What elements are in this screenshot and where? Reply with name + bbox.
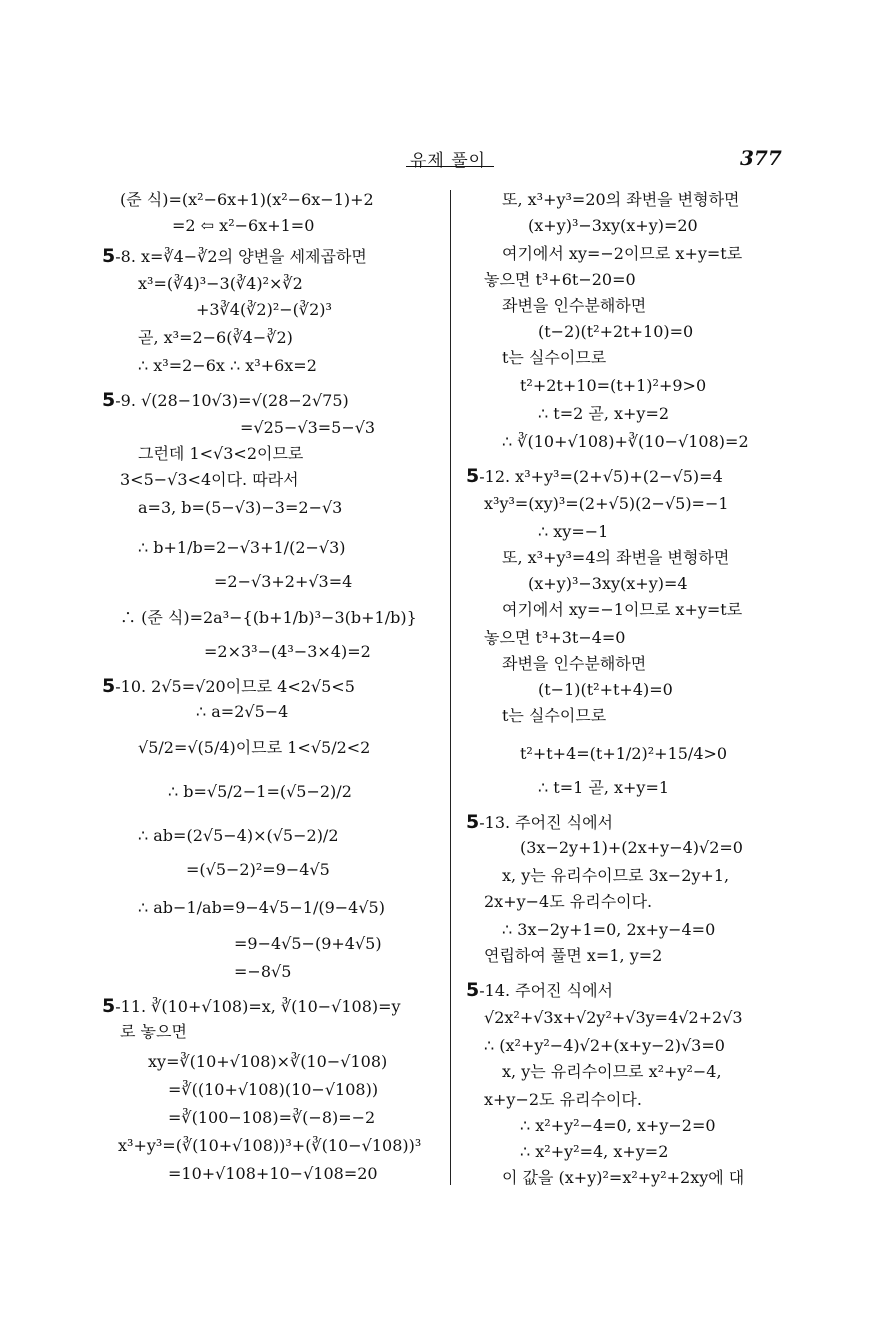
line-text: x, y는 유리수이므로 x²+y²−4, <box>502 1062 722 1081</box>
solution-line <box>520 1142 668 1162</box>
line-text: =∛((10+√108)(10−√108)) <box>168 1080 379 1099</box>
line-text: x+y−2도 유리수이다. <box>484 1090 642 1109</box>
line-text: -13. 주어진 식에서 <box>479 813 613 832</box>
solution-line <box>538 778 669 798</box>
solution-line <box>138 274 303 294</box>
line-text: ∴ (준 식)=2a³−{(b+1/b)³−3(b+1/b)} <box>120 608 417 627</box>
page-header-rule <box>406 166 494 167</box>
page-number: 377 <box>740 146 782 170</box>
line-text: -8. x=∛4−∛2의 양변을 세제곱하면 <box>115 247 367 266</box>
solution-line <box>138 328 293 348</box>
solution-line <box>502 1168 744 1188</box>
solution-line <box>502 1062 722 1082</box>
solution-line <box>484 1090 642 1110</box>
problem-chapter-number: 5 <box>466 465 480 487</box>
solution-line <box>138 444 303 464</box>
line-text: ∴ ab−1/ab=9−4√5−1/(9−4√5) <box>138 898 385 917</box>
solution-line <box>168 1164 378 1184</box>
line-text: 이 값을 (x+y)²=x²+y²+2xy에 대 <box>502 1168 745 1187</box>
solution-line <box>502 348 606 368</box>
line-text: 놓으면 t³+6t−20=0 <box>484 270 636 289</box>
line-text: 곧, x³=2−6(∛4−∛2) <box>138 328 293 347</box>
solution-line <box>120 608 417 628</box>
line-text: 2x+y−4도 유리수이다. <box>484 892 653 911</box>
solution-line <box>520 838 743 858</box>
line-text: x, y는 유리수이므로 3x−2y+1, <box>502 866 730 885</box>
solution-line <box>528 574 688 594</box>
line-text: =(√5−2)²=9−4√5 <box>186 860 330 879</box>
solution-line <box>234 934 382 954</box>
line-text: t는 실수이므로 <box>502 706 607 725</box>
solution-line <box>138 898 385 918</box>
solution-line <box>502 866 729 886</box>
solution-line <box>102 390 349 411</box>
solution-line <box>484 494 729 514</box>
line-text: ∴ b+1/b=2−√3+1/(2−√3) <box>138 538 346 557</box>
line-text: =2−√3+2+√3=4 <box>214 572 353 591</box>
line-text: ∴ a=2√5−4 <box>196 702 289 721</box>
solution-line <box>214 572 352 592</box>
solution-line <box>502 654 646 674</box>
solution-line <box>520 744 727 764</box>
line-text: 또, x³+y³=20의 좌변을 변형하면 <box>502 190 740 209</box>
solution-line <box>148 1052 387 1072</box>
line-text: =10+√108+10−√108=20 <box>168 1164 378 1183</box>
line-text: 3<5−√3<4이다. 따라서 <box>120 470 299 489</box>
solution-line <box>484 1036 725 1056</box>
line-text: =9−4√5−(9+4√5) <box>234 934 382 953</box>
line-text: ∴ xy=−1 <box>538 522 609 541</box>
line-text: 연립하여 풀면 x=1, y=2 <box>484 946 663 965</box>
solution-line <box>102 246 367 267</box>
problem-chapter-number: 5 <box>466 979 480 1001</box>
solution-line <box>484 1008 743 1028</box>
solution-line <box>502 548 729 568</box>
line-text: (x+y)³−3xy(x+y)=4 <box>528 574 688 593</box>
solution-line <box>186 860 330 880</box>
solution-line <box>466 980 613 1001</box>
line-text: 여기에서 xy=−1이므로 x+y=t로 <box>502 600 743 619</box>
line-text: =2 ⇦ x²−6x+1=0 <box>172 216 315 235</box>
line-text: ∴ ∛(10+√108)+∛(10−√108)=2 <box>502 432 749 451</box>
line-text: (준 식)=(x²−6x+1)(x²−6x−1)+2 <box>120 190 374 209</box>
line-text: =−8√5 <box>234 962 292 981</box>
line-text: x³+y³=(∛(10+√108))³+(∛(10−√108))³ <box>118 1136 422 1155</box>
solution-line <box>168 1108 375 1128</box>
solution-line <box>502 296 646 316</box>
column-divider <box>450 190 451 1185</box>
solution-line <box>538 522 608 542</box>
solution-line <box>538 680 673 700</box>
problem-chapter-number: 5 <box>466 811 480 833</box>
solution-line <box>240 418 375 438</box>
line-text: =√25−√3=5−√3 <box>240 418 376 437</box>
line-text: -14. 주어진 식에서 <box>479 981 613 1000</box>
solution-line <box>502 920 715 940</box>
solution-line <box>466 466 723 487</box>
solution-line <box>520 376 706 396</box>
line-text: ∴ b=√5/2−1=(√5−2)/2 <box>168 782 352 801</box>
line-text: (x+y)³−3xy(x+y)=20 <box>528 216 698 235</box>
solution-line <box>138 538 346 558</box>
solution-line <box>196 702 288 722</box>
solution-line <box>538 404 669 424</box>
line-text: a=3, b=(5−√3)−3=2−√3 <box>138 498 343 517</box>
line-text: =∛(100−108)=∛(−8)=−2 <box>168 1108 376 1127</box>
line-text: (3x−2y+1)+(2x+y−4)√2=0 <box>520 838 743 857</box>
line-text: 좌변을 인수분해하면 <box>502 654 647 673</box>
solution-line <box>484 270 636 290</box>
solution-line <box>120 190 374 210</box>
solution-line <box>138 356 317 376</box>
line-text: (t−2)(t²+2t+10)=0 <box>538 322 694 341</box>
solution-line <box>172 216 314 236</box>
problem-chapter-number: 5 <box>102 245 116 267</box>
line-text: (t−1)(t²+t+4)=0 <box>538 680 673 699</box>
line-text: t²+t+4=(t+1/2)²+15/4>0 <box>520 744 728 763</box>
problem-chapter-number: 5 <box>102 995 116 1017</box>
solution-line <box>138 738 370 758</box>
line-text: t²+2t+10=(t+1)²+9>0 <box>520 376 707 395</box>
line-text: -10. 2√5=√20이므로 4<2√5<5 <box>115 677 355 696</box>
solution-line <box>484 946 662 966</box>
solution-line <box>484 892 652 912</box>
page-header-title: 유제 풀이 <box>410 151 487 171</box>
solution-line <box>138 826 339 846</box>
solution-line <box>502 244 742 264</box>
solution-line <box>234 962 291 982</box>
problem-chapter-number: 5 <box>102 389 116 411</box>
line-text: ∴ x²+y²=4, x+y=2 <box>520 1142 669 1161</box>
solution-line <box>102 676 355 697</box>
solution-line <box>204 642 371 662</box>
solution-line <box>538 322 693 342</box>
solution-line <box>168 782 352 802</box>
solution-line <box>102 996 401 1017</box>
solution-line <box>466 812 613 833</box>
line-text: xy=∛(10+√108)×∛(10−√108) <box>148 1052 388 1071</box>
solution-line <box>196 300 332 320</box>
line-text: ∴ 3x−2y+1=0, 2x+y−4=0 <box>502 920 716 939</box>
solution-line <box>138 498 342 518</box>
solution-line <box>168 1080 378 1100</box>
solution-line <box>502 190 740 210</box>
line-text: ∴ t=2 곧, x+y=2 <box>538 404 670 423</box>
solution-line <box>120 1022 187 1042</box>
solution-line <box>484 628 626 648</box>
line-text: x³=(∛4)³−3(∛4)²×∛2 <box>138 274 303 293</box>
line-text: ∴ x³=2−6x ∴ x³+6x=2 <box>138 356 317 375</box>
solution-line <box>528 216 698 236</box>
line-text: √2x²+√3x+√2y²+√3y=4√2+2√3 <box>484 1008 743 1027</box>
solution-line <box>120 470 299 490</box>
line-text: -11. ∛(10+√108)=x, ∛(10−√108)=y <box>115 997 401 1016</box>
solution-line <box>502 600 742 620</box>
problem-chapter-number: 5 <box>102 675 116 697</box>
line-text: =2×3³−(4³−3×4)=2 <box>204 642 371 661</box>
line-text: 놓으면 t³+3t−4=0 <box>484 628 626 647</box>
solution-line <box>118 1136 421 1156</box>
line-text: x³y³=(xy)³=(2+√5)(2−√5)=−1 <box>484 494 729 513</box>
solution-line <box>502 432 749 452</box>
line-text: ∴ t=1 곧, x+y=1 <box>538 778 670 797</box>
line-text: √5/2=√(5/4)이므로 1<√5/2<2 <box>138 738 371 757</box>
line-text: 로 놓으면 <box>120 1022 187 1041</box>
line-text: -12. x³+y³=(2+√5)+(2−√5)=4 <box>479 467 723 486</box>
line-text: -9. √(28−10√3)=√(28−2√75) <box>115 391 349 410</box>
line-text: ∴ (x²+y²−4)√2+(x+y−2)√3=0 <box>484 1036 725 1055</box>
line-text: t는 실수이므로 <box>502 348 607 367</box>
line-text: 또, x³+y³=4의 좌변을 변형하면 <box>502 548 730 567</box>
line-text: 그런데 1<√3<2이므로 <box>138 444 304 463</box>
line-text: 여기에서 xy=−2이므로 x+y=t로 <box>502 244 743 263</box>
solution-line <box>520 1116 716 1136</box>
line-text: ∴ ab=(2√5−4)×(√5−2)/2 <box>138 826 339 845</box>
line-text: 좌변을 인수분해하면 <box>502 296 647 315</box>
line-text: +3∛4(∛2)²−(∛2)³ <box>196 300 332 319</box>
line-text: ∴ x²+y²−4=0, x+y−2=0 <box>520 1116 716 1135</box>
solution-line <box>502 706 606 726</box>
